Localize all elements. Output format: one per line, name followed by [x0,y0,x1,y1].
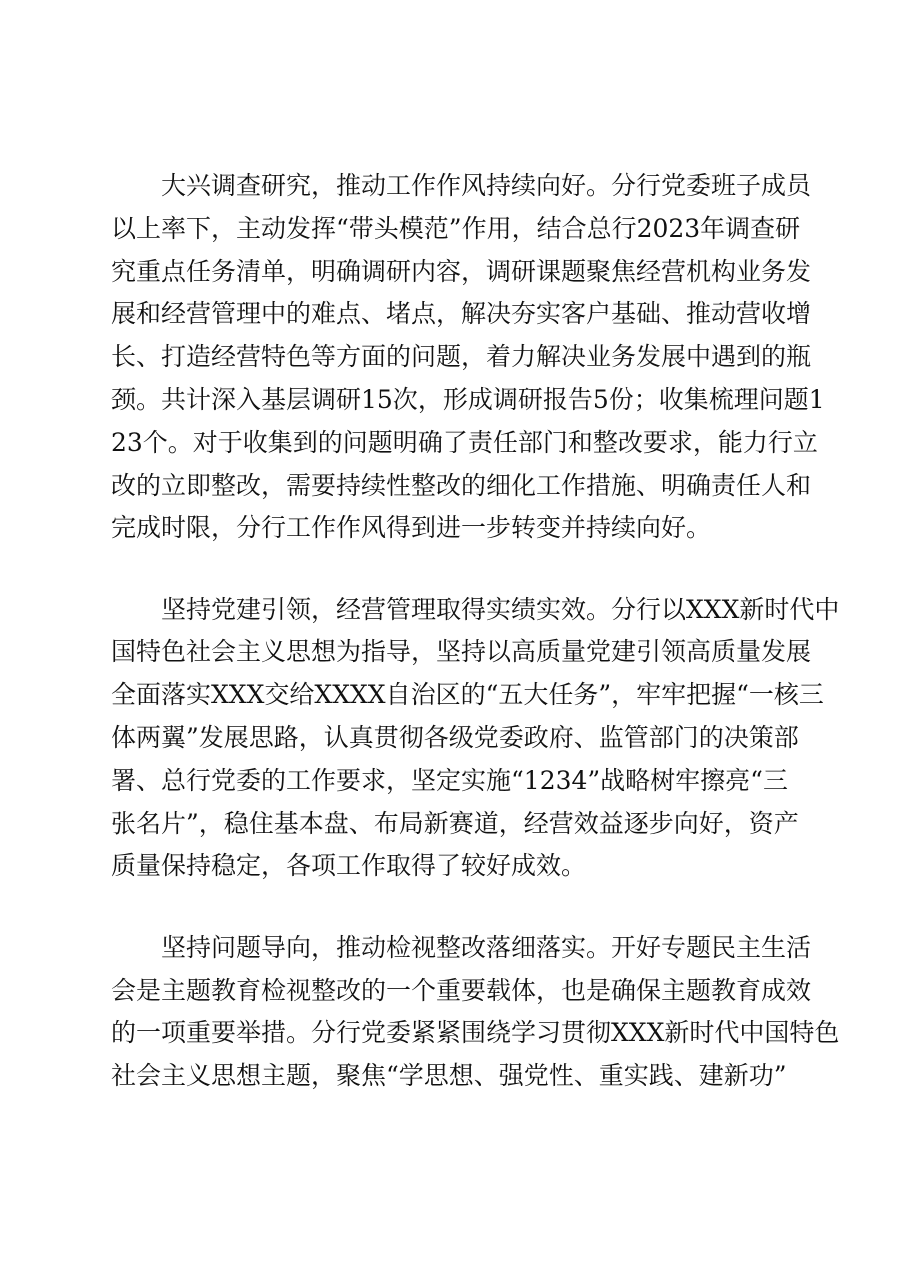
paragraph-1-line-9: 完成时限，分行工作作风得到进一步转变并持续向好。 [111,513,712,542]
paragraph-1-line-7: 23个。对于收集到的问题明确了责任部门和整改要求，能力行立 [111,428,818,457]
paragraph-2-line-7: 质量保持稳定，各项工作取得了较好成效。 [111,851,587,880]
paragraph-2-line-6: 张名片”，稳住基本盘、布局新赛道，经营效益逐步向好，资产 [111,809,799,838]
paragraph-3-line-3: 的一项重要举措。分行党委紧紧围绕学习贯彻XXX新时代中国特色 [111,1018,840,1047]
paragraph-3-line-1: 坚持问题导向，推动检视整改落细落实。开好专题民主生活 [161,933,812,962]
paragraph-1-line-2: 以上率下，主动发挥“带头模范”作用，结合总行2023年调查研 [111,214,801,243]
paragraph-1-line-6: 颈。共计深入基层调研15次，形成调研报告5份；收集梳理问题1 [111,385,825,414]
paragraph-2-line-1: 坚持党建引领，经营管理取得实绩实效。分行以XXX新时代中 [161,595,840,624]
paragraph-2-line-5: 署、总行党委的工作要求，坚定实施“1234”战略树牢擦亮“三 [111,766,788,795]
paragraph-1-line-5: 长、打造经营特色等方面的问题，着力解决业务发展中遇到的瓶 [111,342,812,371]
paragraph-2-line-2: 国特色社会主义思想为指导，坚持以高质量党建引领高质量发展 [111,637,812,666]
paragraph-1-line-8: 改的立即整改，需要持续性整改的细化工作措施、明确责任人和 [111,471,812,500]
paragraph-1-line-4: 展和经营管理中的难点、堵点，解决夯实客户基础、推动营收增 [111,299,812,328]
paragraph-3-line-2: 会是主题教育检视整改的一个重要载体，也是确保主题教育成效 [111,976,812,1005]
paragraph-2-line-3: 全面落实XXX交给XXXX自治区的“五大任务”，牢牢把握“一核三 [111,680,824,709]
paragraph-2-line-4: 体两翼”发展思路，认真贯彻各级党委政府、监管部门的决策部 [111,723,799,752]
paragraph-3-line-4: 社会主义思想主题，聚焦“学思想、强党性、重实践、建新功” [111,1061,787,1090]
paragraph-1-line-3: 究重点任务清单，明确调研内容，调研课题聚焦经营机构业务发 [111,257,812,286]
paragraph-1-line-1: 大兴调查研究，推动工作作风持续向好。分行党委班子成员 [161,171,812,200]
